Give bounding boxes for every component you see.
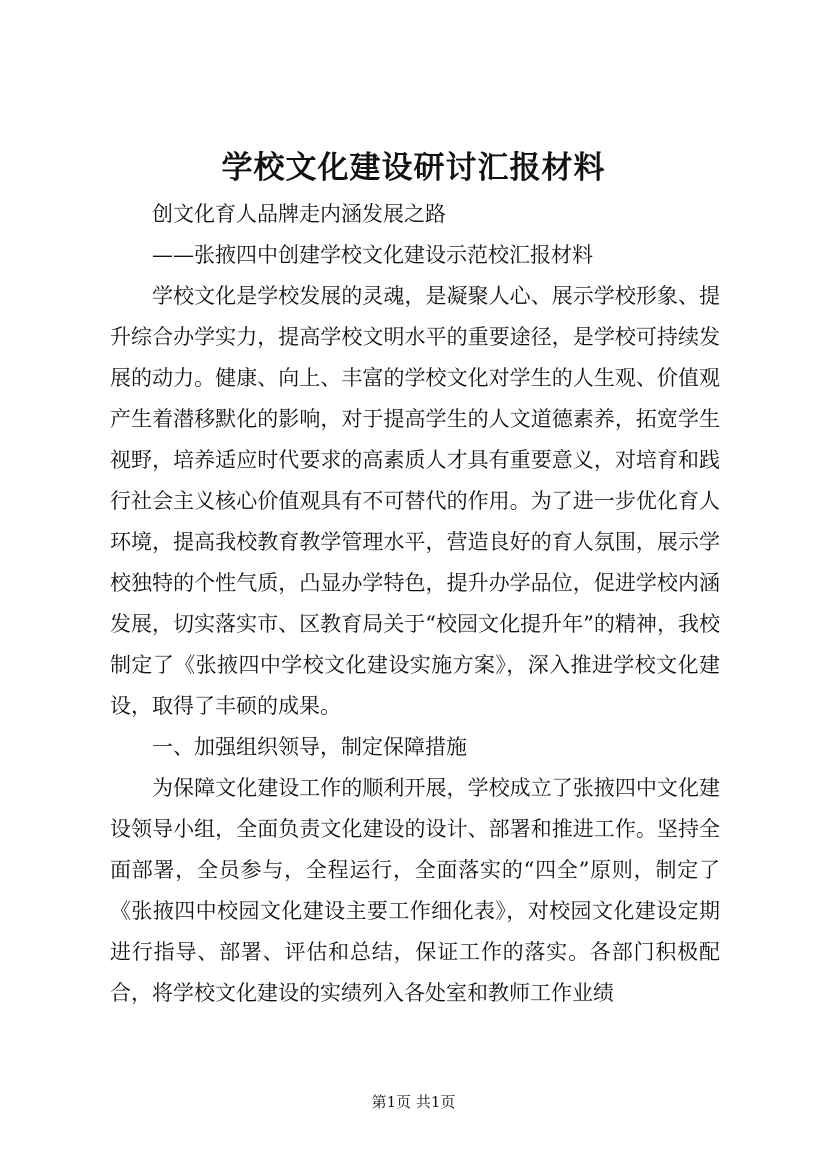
section-heading: 一、加强组织领导，制定保障措施	[152, 735, 467, 759]
paragraph-section-one: 为保障文化建设工作的顺利开展，学校成立了张掖四中文化建设领导小组，全面负责文化建设的设计、部署和推进工作。坚持全面部署，全员参与，全程运行，全面落实的“四全”原则，制定了《张掖四中校园文化建设主要工作细化表》，对校园文化建设定期进行指导、部署、评估和总结，保证工作的落实。各部门积极配合，将学校文化建设的实绩列入各处室和教师工作业绩	[110, 776, 720, 1005]
page-footer: 第1页 共1页	[371, 1093, 456, 1111]
subtitle: 创文化育人品牌走内涵发展之路	[152, 202, 446, 226]
document-body	[110, 194, 720, 1014]
subtitle-secondary: ——张掖四中创建学校文化建设示范校汇报材料	[152, 243, 593, 267]
document-title: 学校文化建设研讨汇报材料	[221, 150, 606, 186]
paragraph-intro: 学校文化是学校发展的灵魂，是凝聚人心、展示学校形象、提升综合办学实力，提高学校文明水平的重要途径，是学校可持续发展的动力。健康、向上、丰富的学校文化对学生的人生观、价值观产生着潜移默化的影响，对于提高学生的人文道德素养，拓宽学生视野，培养适应时代要求的高素质人才具有重要意义，对培育和践行社会主义核心价值观具有不可替代的作用。为了进一步优化育人环境，提高我校教育教学管理水平，营造良好的育人氛围，展示学校独特的个性气质，凸显办学特色，提升办学品位，促进学校内涵发展，切实落实市、区教育局关于“校园文化提升年”的精神，我校制定了《张掖四中学校文化建设实施方案》，深入推进学校文化建设，取得了丰硕的成果。	[110, 284, 720, 718]
